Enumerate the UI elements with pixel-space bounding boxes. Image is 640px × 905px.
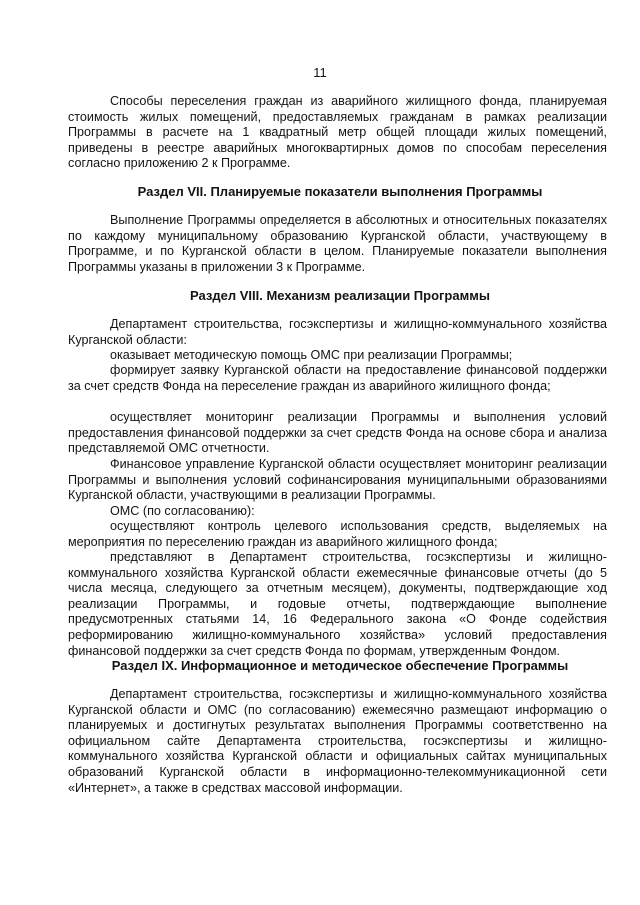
section-9-heading: Раздел IX. Информационное и методическое обеспечение Программы [111,658,569,673]
section-8-paragraph-5: Финансовое управление Курганской области осуществляет мониторинг реализации Программы и выполнения условий софинансирования муниципальными образованиями Курганской области, участвующими в реализации Программы. [68,457,607,503]
section-8-paragraph-7: осуществляют контроль целевого использования средств, выделяемых на мероприятия по переселению граждан из аварийного жилищного фонда; [68,519,607,549]
section-7-text: Выполнение Программы определяется в абсолютных и относительных показателях по каждому муниципальному образованию Курганской области, участвующему в Программе, и по Курганской области в целом. Планируемые показатели выполнения Программы указаны в приложении 3 к Программе. [68,213,607,274]
paragraph-resettlement: Способы переселения граждан из аварийного жилищного фонда, планируемая стоимость жилых помещений, предоставляемых гражданам в рамках реализации Программы в расчете на 1 квадратный метр общей площади жилых помещений, приведены в реестре аварийных многоквартирных домов по способам переселения согласно приложению 2 к Программе. [68,94,607,171]
section-8-heading: Раздел VIII. Механизм реализации Программы [190,288,490,303]
page-number: 11 [313,65,327,80]
section-9-text: Департамент строительства, госэкспертизы и жилищно-коммунального хозяйства Курганской области и ОМС (по согласованию) ежемесячно размещают информацию о планируемых и достигнутых результатах выполнения Программы соответственно на официальном сайте Департамента строительства, госэкспертизы и жилищно-коммунального хозяйства Курганской области и официальных сайтах муниципальных образований Курганской области в информационно-телекоммуникационной сети «Интернет», а также в средствах массовой информации. [68,687,607,795]
section-8-paragraph-3: формирует заявку Курганской области на предоставление финансовой поддержки за счет средств Фонда на переселение граждан из аварийного жилищного фонда; [68,363,607,393]
section-8-paragraph-2: оказывает методическую помощь ОМС при реализации Программы; [110,348,513,362]
section-8-paragraph-4: осуществляет мониторинг реализации Программы и выполнения условий предоставления финансовой поддержки за счет средств Фонда на основе сбора и анализа представляемой ОМС отчетности. [68,410,607,456]
section-8-paragraph-8: представляют в Департамент строительства, госэкспертизы и жилищно-коммунального хозяйства Курганской области ежемесячные финансовые отчеты (до 5 числа месяца, следующего за отчетным месяцем), документы, подтверждающие ход реализации Программы, и годовые отчеты, подтверждающие выполнение предусмотренных статьями 14, 16 Федерального закона «О Фонде содействия реформированию жилищно-коммунального хозяйства» условий предоставления финансовой поддержки за счет средств Фонда по формам, утвержденным Фондом. [68,550,607,658]
section-8-paragraph-1: Департамент строительства, госэкспертизы и жилищно-коммунального хозяйства Курганской области: [68,317,607,347]
section-8-paragraph-6: ОМС (по согласованию): [110,504,255,518]
section-7-heading: Раздел VII. Планируемые показатели выполнения Программы [137,184,543,199]
